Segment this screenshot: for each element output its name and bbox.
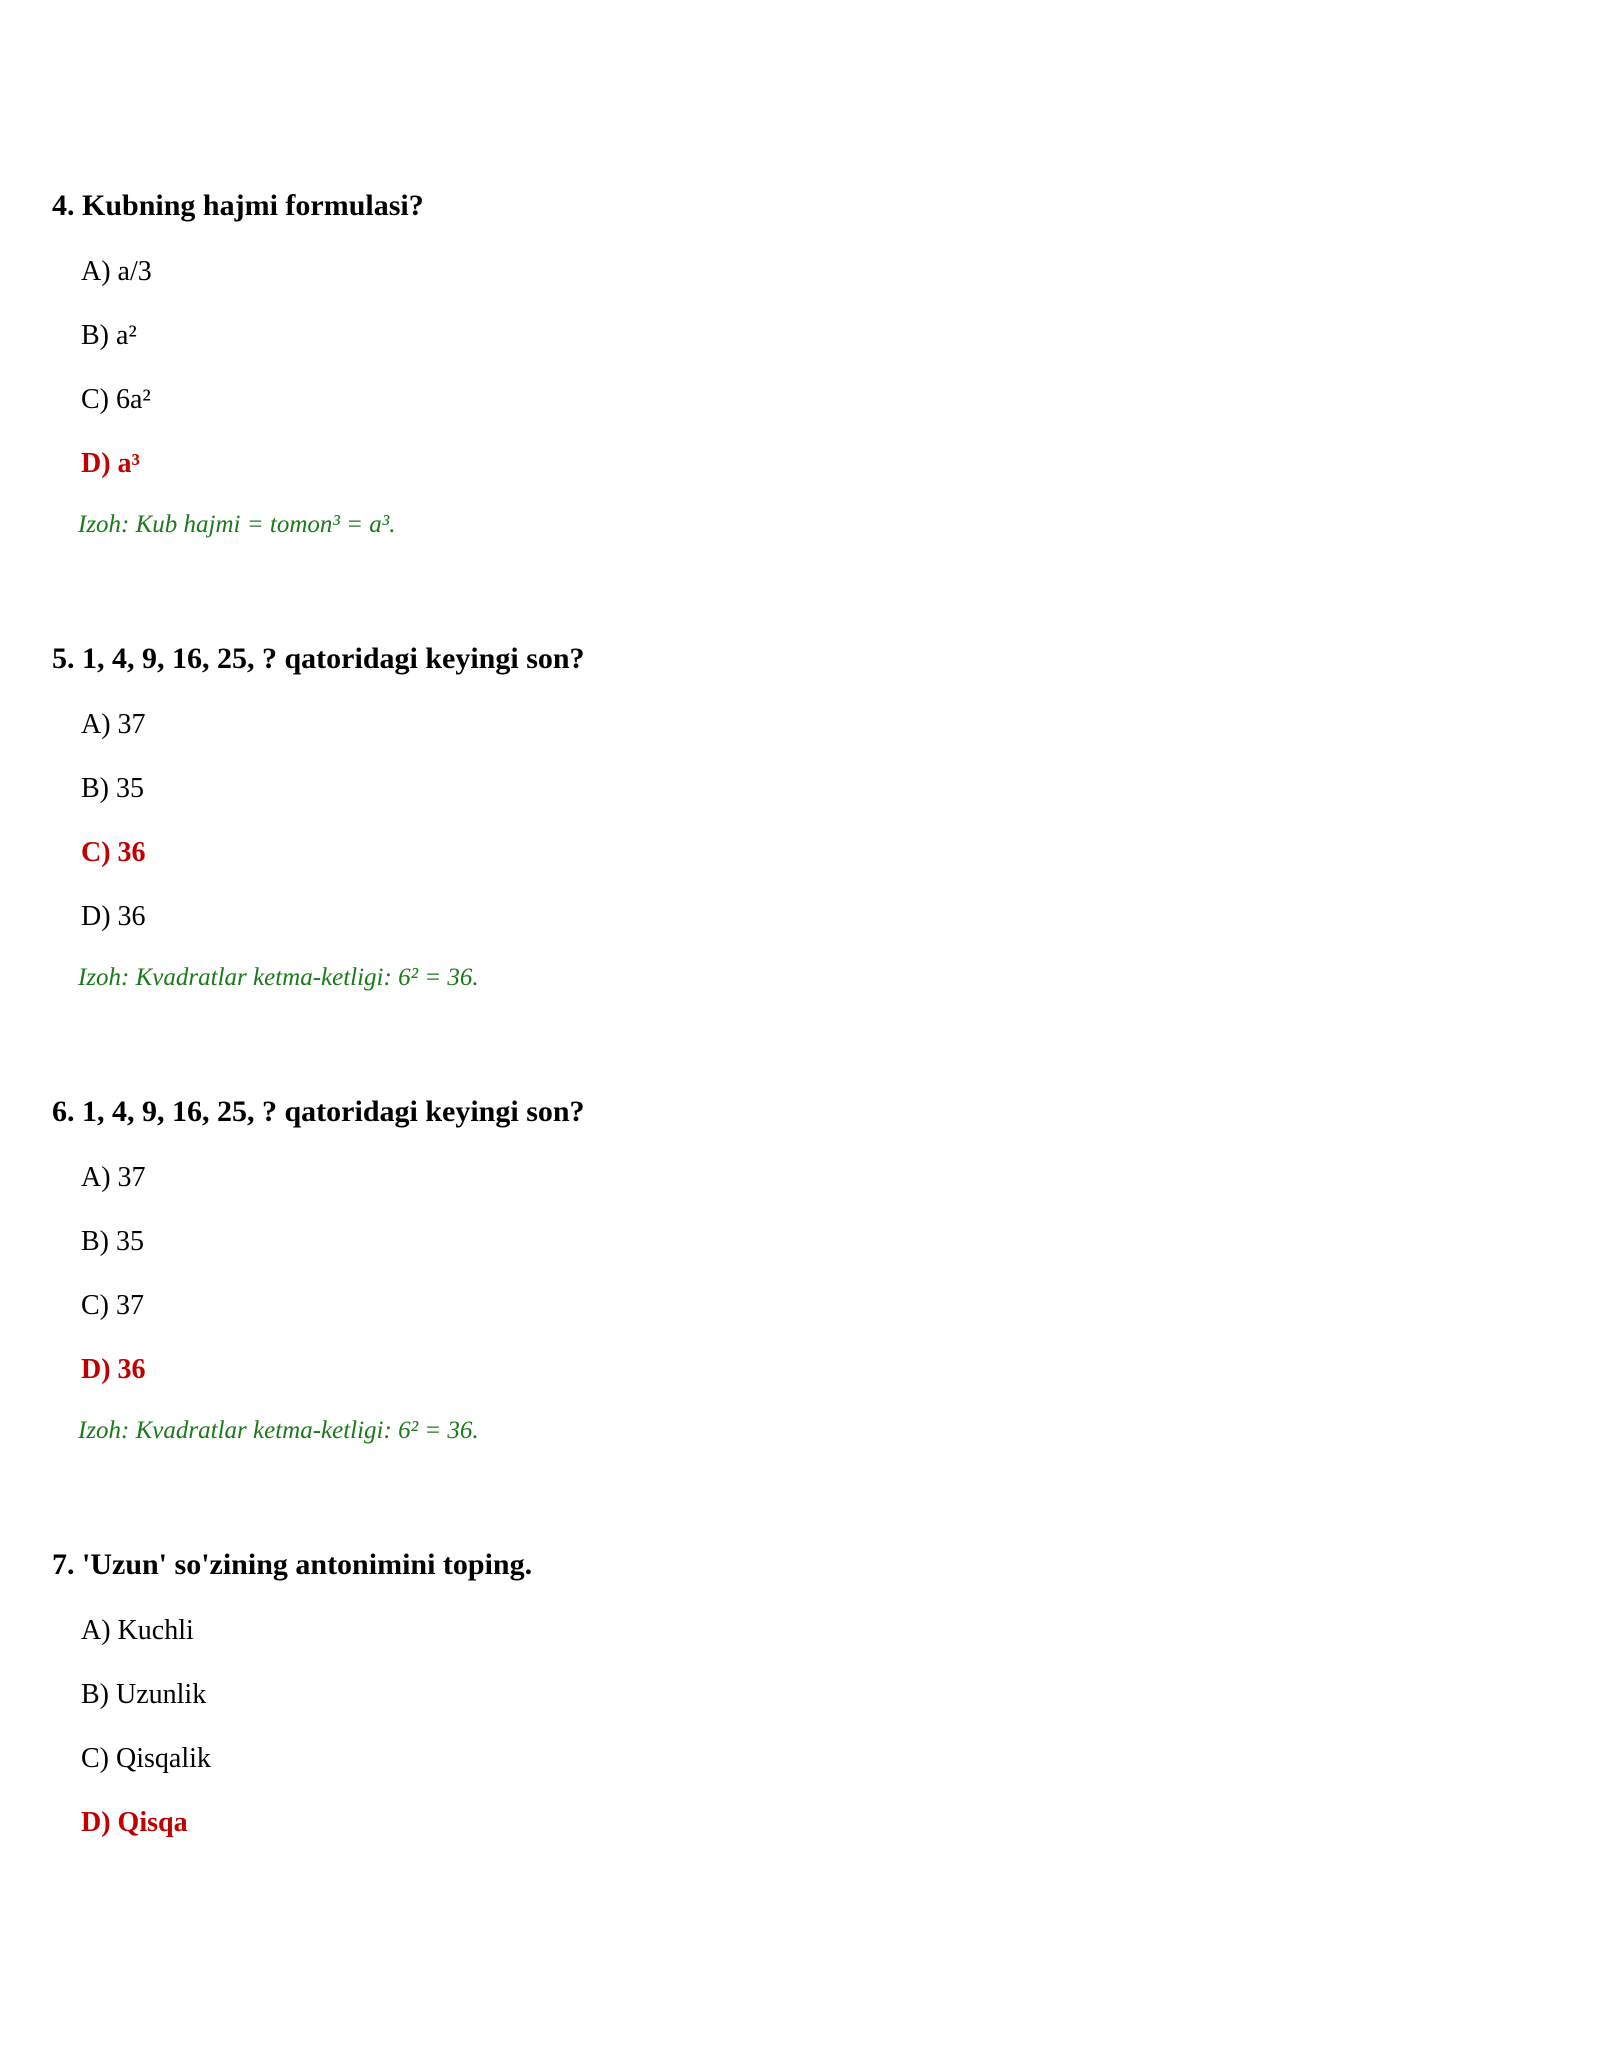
answer-option-c: C) 37 xyxy=(81,1290,144,1321)
answer-option-c: C) Qisqalik xyxy=(81,1743,211,1774)
answer-option-d-correct: D) Qisqa xyxy=(81,1807,188,1838)
answer-option-d: D) 36 xyxy=(81,901,146,932)
answer-option-c-correct: C) 36 xyxy=(81,837,146,868)
question-title: 6. 1, 4, 9, 16, 25, ? qatoridagi keyingi son? xyxy=(52,1095,585,1128)
answer-option-d-correct: D) 36 xyxy=(81,1354,146,1385)
answer-option-b: B) a² xyxy=(81,320,137,351)
explanation-note: Izoh: Kub hajmi = tomon³ = a³. xyxy=(78,511,396,538)
answer-option-a: A) Kuchli xyxy=(81,1615,194,1646)
answer-option-d-correct: D) a³ xyxy=(81,448,140,479)
answer-option-b: B) Uzunlik xyxy=(81,1679,207,1710)
question-title: 7. 'Uzun' so'zining antonimini toping. xyxy=(52,1548,533,1581)
answer-option-a: A) a/3 xyxy=(81,256,152,287)
answer-option-a: A) 37 xyxy=(81,709,146,740)
answer-option-c: C) 6a² xyxy=(81,384,151,415)
answer-option-a: A) 37 xyxy=(81,1162,146,1193)
question-title: 5. 1, 4, 9, 16, 25, ? qatoridagi keyingi son? xyxy=(52,642,585,675)
answer-option-b: B) 35 xyxy=(81,1226,144,1257)
question-title: 4. Kubning hajmi formulasi? xyxy=(52,189,424,222)
explanation-note: Izoh: Kvadratlar ketma-ketligi: 6² = 36. xyxy=(78,964,479,991)
answer-option-b: B) 35 xyxy=(81,773,144,804)
explanation-note: Izoh: Kvadratlar ketma-ketligi: 6² = 36. xyxy=(78,1417,479,1444)
